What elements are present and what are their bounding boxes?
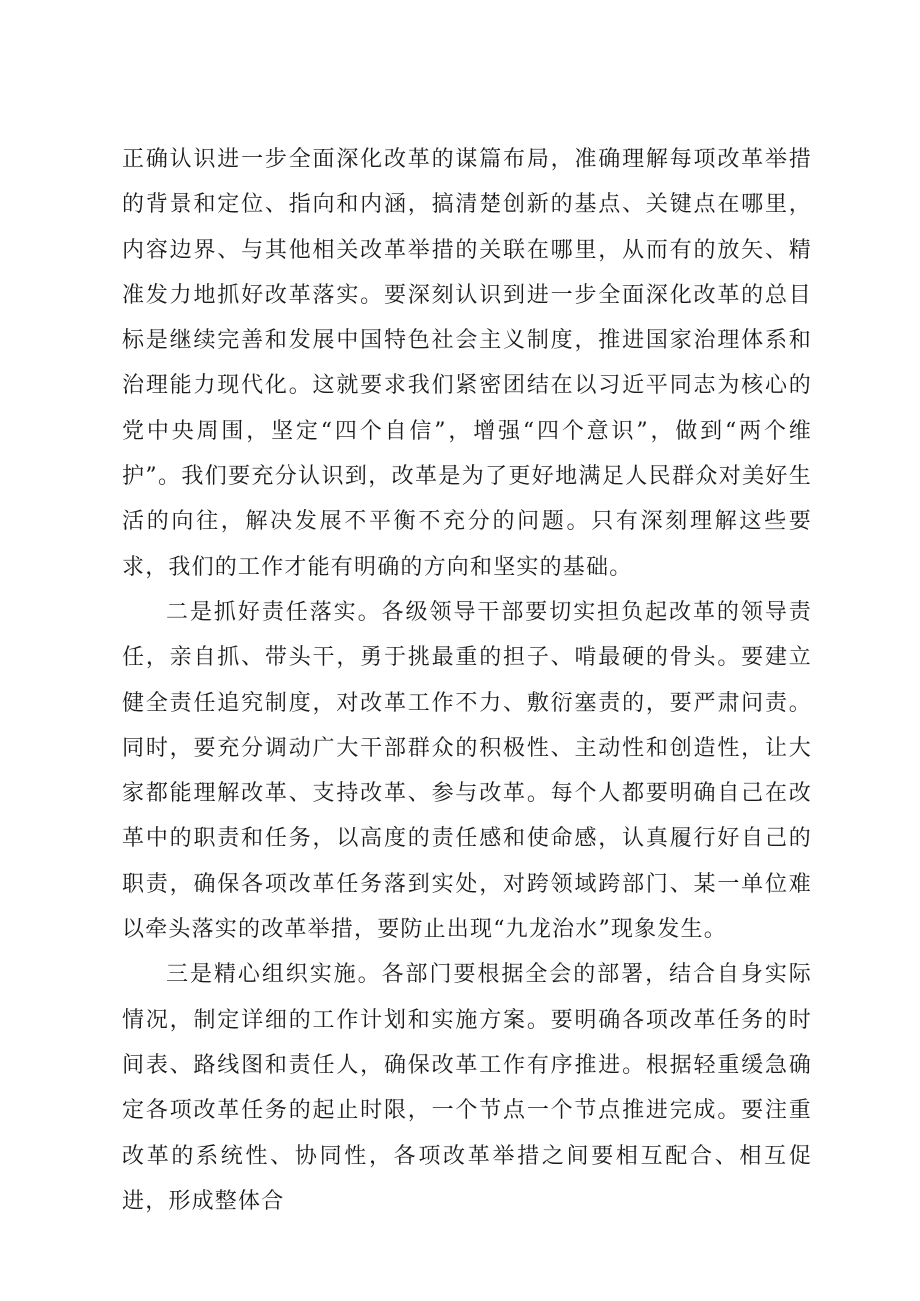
paragraph-responsibility: 二是抓好责任落实。各级领导干部要切实担负起改革的领导责任，亲自抓、带头干，勇于挑最重的担子、啃最硬的骨头。要建立健全责任追究制度，对改革工作不力、敷衍塞责的，要严肃问责。同时，要充分调动广大干部群众的积极性、主动性和创造性，让大家都能理解改革、支持改革、参与改革。每个人都要明确自己在改革中的职责和任务，以高度的责任感和使命感，认真履行好自己的职责，确保各项改革任务落到实处，对跨领域跨部门、某一单位难以牵头落实的改革举措，要防止出现“九龙治水”现象发生。 bbox=[122, 599, 812, 943]
document-body bbox=[122, 137, 812, 1224]
paragraph-implementation: 三是精心组织实施。各部门要根据全会的部署，结合自身实际情况，制定详细的工作计划和实施方案。要明确各项改革任务的时间表、路线图和责任人，确保改革工作有序推进。根据轻重缓急确定各项改革任务的起止时限，一个节点一个节点推进完成。要注重改革的系统性、协同性，各项改革举措之间要相互配合、相互促进，形成整体合 bbox=[122, 962, 812, 1214]
paragraph-continued: 正确认识进一步全面深化改革的谋篇布局，准确理解每项改革举措的背景和定位、指向和内涵，搞清楚创新的基点、关键点在哪里，内容边界、与其他相关改革举措的关联在哪里，从而有的放矢、精准发力地抓好改革落实。要深刻认识到进一步全面深化改革的总目标是继续完善和发展中国特色社会主义制度，推进国家治理体系和治理能力现代化。这就要求我们紧密团结在以习近平同志为核心的党中央周围，坚定“四个自信”，增强“四个意识”，做到“两个维护”。我们要充分认识到，改革是为了更好地满足人民群众对美好生活的向往，解决发展不平衡不充分的问题。只有深刻理解这些要求，我们的工作才能有明确的方向和坚实的基础。 bbox=[122, 147, 812, 580]
